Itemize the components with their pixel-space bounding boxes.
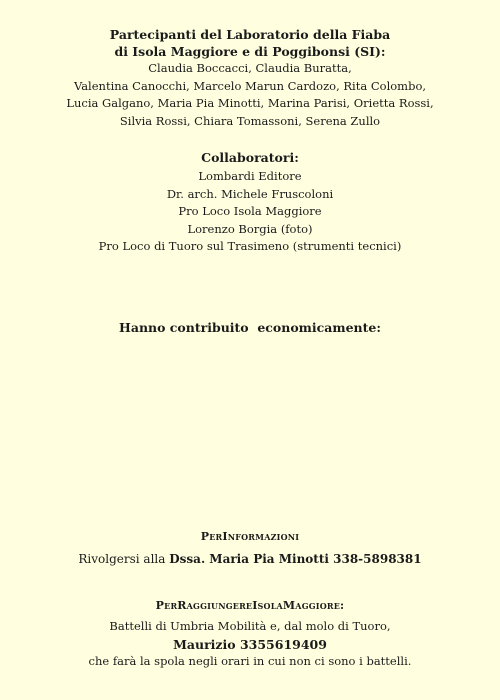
collaborator-item: Dr. arch. Michele Fruscoloni [166,186,334,201]
collaborator-item: Lorenzo Borgia (foto) [187,221,313,236]
participants-names-line: Valentina Canocchi, Marcelo Marun Cardozo, Rita Colombo, [73,78,427,93]
participants-names-line: Claudia Boccacci, Claudia Buratta, [148,61,352,75]
directions-contact: Maurizio 3355619409 [173,636,327,652]
directions-line3: che farà la spola negli orari in cui non ci sono i battelli. [88,653,412,668]
info-contact: Dssa. Maria Pia Minotti 338-5898381 [169,552,422,566]
collaborator-item: Pro Loco di Tuoro sul Trasimeno (strumenti tecnici) [98,239,402,253]
collaborator-item: Pro Loco Isola Maggiore [178,204,322,218]
directions-line1: Battelli di Umbria Mobilità e, dal molo di Tuoro, [109,619,391,633]
contributors-title: Hanno contribuito economicamente: [119,320,381,335]
contributors-section [0,319,500,336]
collaborators-section [0,149,500,256]
participants-title-line2: di Isola Maggiore e di Poggibonsi (SI): [114,44,386,59]
participants-title-line1: Partecipanti del Laboratorio della Fiaba [109,27,391,42]
directions-section [0,597,500,670]
info-section [0,528,500,568]
participants-section [0,26,500,130]
info-title: PerInformazioni [200,530,300,543]
directions-title: PerRaggiungereIsolaMaggiore: [155,599,345,612]
participants-names-line: Lucia Galgano, Maria Pia Minotti, Marina Parisi, Orietta Rossi, [66,96,434,110]
participants-names-line: Silvia Rossi, Chiara Tomassoni, Serena Zullo [119,113,381,128]
collaborators-title: Collaboratori: [201,150,299,165]
info-contact-line [0,550,500,568]
collaborator-item: Lombardi Editore [198,169,302,183]
info-text-prefix: Rivolgersi alla [78,552,166,566]
